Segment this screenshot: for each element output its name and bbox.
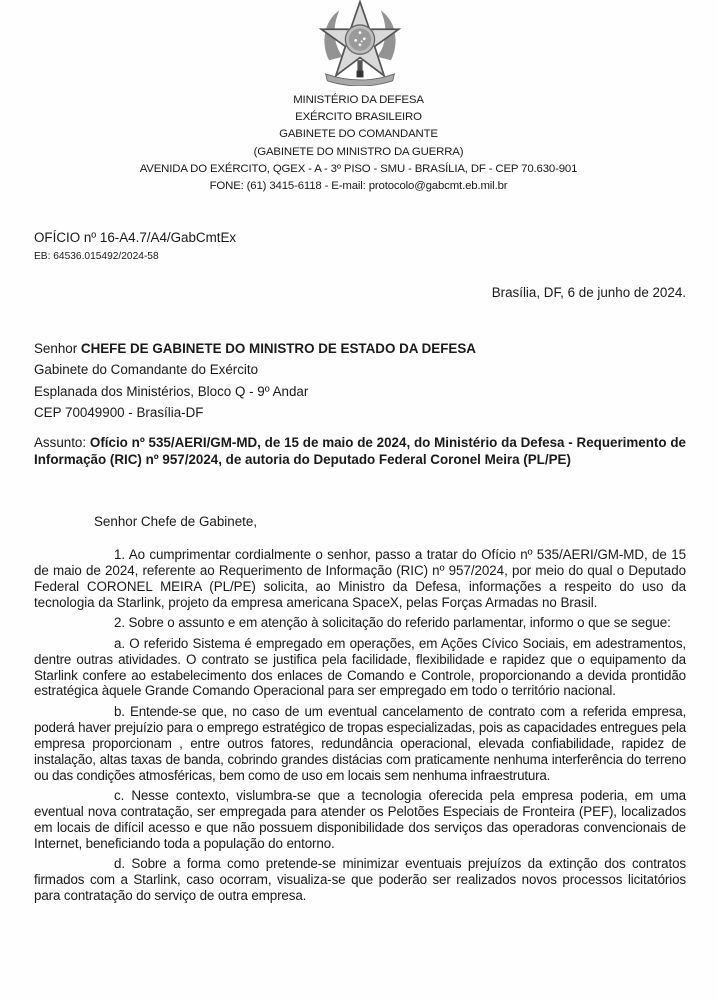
letterhead-ministry: MINISTÉRIO DA DEFESA — [293, 94, 424, 106]
paragraph-2a: a. O referido Sistema é empregado em operações, em Ações Cívico Sociais, em adestramentos, dentre outras atividades. O contrato se justifica pela facilidade, flexibilidade e rapidez que o equipamento da Starlink confere ao estabelecimento dos enlaces de Comando e Controle, proporcionando a devida prontidão estratégica àquele Grande Comando Operacional para ser empregado em todo o território nacional. — [34, 635, 686, 699]
subject-label: Assunto: — [34, 435, 90, 450]
addressee-prefix: Senhor — [34, 341, 81, 356]
date-line: Brasília, DF, 6 de junho de 2024. — [491, 285, 686, 300]
paragraph-1: 1. Ao cumprimentar cordialmente o senhor, passo a tratar do Ofício nº 535/AERI/GM-MD, de 15 de maio de 2024, referente ao Requerimento de Informação (RIC) nº 957/2024, por meio do qual o Deputado Federal CORONEL MEIRA (PL/PE) solicita, ao Ministro da Defesa, informações a respeito do uso da tecnologia da Starlink, projeto da empresa americana SpaceX, pelas Forças Armadas no Brasil. — [34, 547, 686, 610]
letterhead-cabinet: GABINETE DO COMANDANTE — [279, 128, 438, 141]
letterhead-contact: FONE: (61) 3415-6118 - E-mail: protocolo@gabcmt.eb.mil.br — [209, 180, 508, 193]
addressee-block — [34, 338, 476, 423]
addressee-line-4: CEP 70049900 - Brasília-DF — [34, 404, 204, 420]
addressee-line-3: Esplanada dos Ministérios, Bloco Q - 9º Andar — [34, 383, 309, 399]
salutation: Senhor Chefe de Gabinete, — [94, 514, 258, 529]
eb-number: EB: 64536.015492/2024-58 — [34, 251, 159, 262]
subject-block — [34, 435, 686, 468]
oficio-number: OFÍCIO nº 16-A4.7/A4/GabCmtEx — [34, 230, 237, 245]
paragraph-2c: c. Nesse contexto, vislumbra-se que a tecnologia oferecida pela empresa poderia, em uma eventual nova contratação, ser empregada para atender os Pelotões Especiais de Fronteira (PEF), localizados em locais de difícil acesso e que não possuem disponibilidade dos serviços das operadoras convencionais de Internet, beneficiando toda a população do entorno. — [34, 788, 686, 851]
brazil-coat-of-arms-icon — [317, 0, 403, 86]
letterhead — [0, 92, 717, 195]
body-text — [34, 547, 686, 909]
addressee-title: CHEFE DE GABINETE DO MINISTRO DE ESTADO DA DEFESA — [80, 341, 476, 356]
addressee-line-2: Gabinete do Comandante do Exército — [34, 362, 259, 378]
paragraph-2b: b. Entende-se que, no caso de um eventual cancelamento de contrato com a referida empresa, poderá haver prejuízio para o emprego estratégico de tropas especializadas, pois as capacidades entregues pela empresa proporcionam , entre outros fatores, redundância operacional, elevada confiabilidade, rapidez de instalação, altas taxas de banda, cobrindo grandes distácias com praticamente nenhuma interferência do terreno ou das condições atmosféricas, bem como de uso em locais sem nenhuma infraestrutura. — [34, 703, 686, 783]
addressee-title-line — [34, 338, 476, 359]
letterhead-address: AVENIDA DO EXÉRCITO, QGEX - A - 3º PISO - SMU - BRASÍLIA, DF - CEP 70.630-901 — [139, 162, 578, 175]
letterhead-cabinet-alt: (GABINETE DO MINISTRO DA GUERRA) — [253, 145, 464, 158]
paragraph-2: 2. Sobre o assunto e em atenção à solicitação do referido parlamentar, informo o que se segue: — [114, 615, 671, 631]
subject-text: Ofício nº 535/AERI/GM-MD, de 15 de maio de 2024, do Ministério da Defesa - Requerimento de Informação (RIC) nº 957/2024, de autoria do Deputado Federal Coronel Meira (PL/PE) — [34, 435, 686, 467]
letterhead-army: EXÉRCITO BRASILEIRO — [295, 111, 422, 124]
paragraph-2d: d. Sobre a forma como pretende-se minimizar eventuais prejuízos da extinção dos contratos firmados com a Starlink, caso ocorram, visualiza-se que poderão ser realizados novos processos licitatórios para contratação do serviço de outra empresa. — [34, 856, 686, 904]
